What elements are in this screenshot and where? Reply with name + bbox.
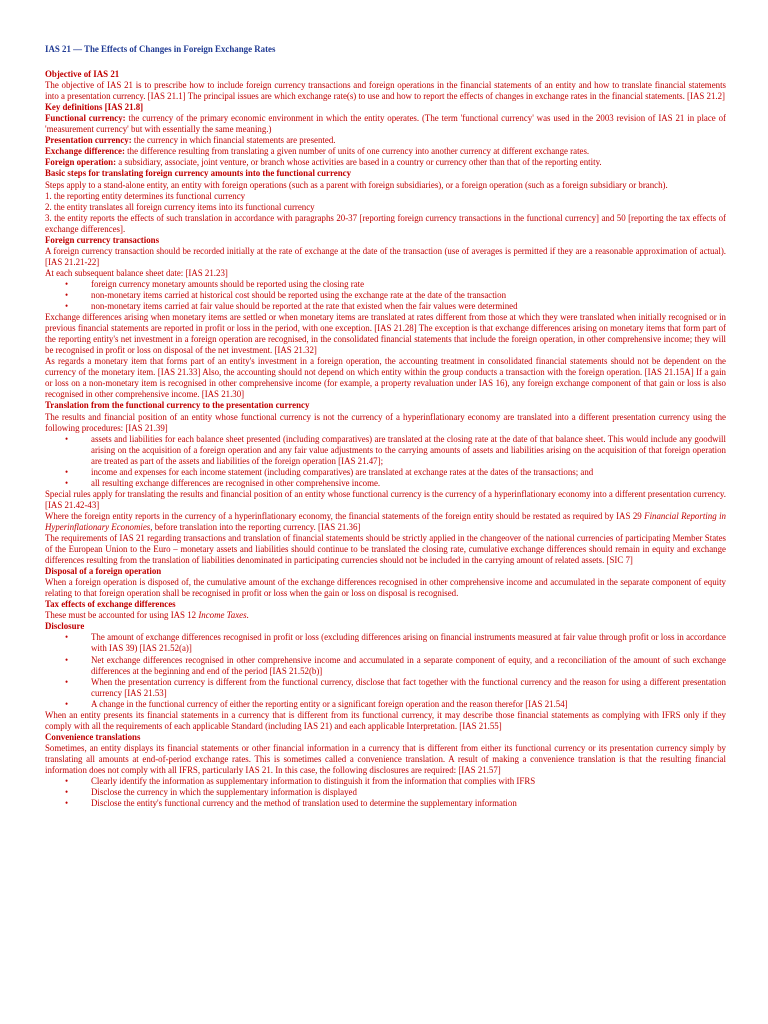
heading-objective: Objective of IAS 21 (45, 69, 120, 80)
list-item: • income and expenses for each income statement (including comparatives) are translated at exchange rates at the dates of the transactions; and (45, 467, 726, 478)
heading-convenience-translations: Convenience translations (45, 731, 141, 742)
definition-text: the currency in which financial statements are presented. (131, 135, 336, 146)
disclosure-bullet-list (45, 632, 726, 709)
list-item: • Net exchange differences recognised in other comprehensive income and accumulated in a separate component of equity, and a reconciliation of the amount of such exchange differences at the beginning and end of the period [IAS 21.52(b)] (45, 655, 726, 677)
text-run: Where the foreign entity reports in the currency of a hyperinflationary economy, the financial statements of the foreign entity should be restated as required by IAS 29 (45, 510, 645, 521)
transactions-bullet-list (45, 279, 726, 312)
list-item: • all resulting exchange differences are recognised in other comprehensive income. (45, 478, 726, 489)
transactions-paragraph: At each subsequent balance sheet date: [IAS 21.23] (45, 267, 228, 278)
convenience-paragraph: Sometimes, an entity displays its financial statements or other financial information in a currency that is different from either its functional currency or its presentation currency simply by translating all amounts at end-of-period exchange rates. This is sometimes called a convenience translation. A result of making a convenience translation is that the resulting financial information does not comply with all IFRS, particularly IAS 21. In this case, the following disclosures are required: [IAS 21.57] (45, 742, 726, 775)
list-item: • Disclose the currency in which the supplementary information is displayed (45, 787, 726, 798)
list-item: • foreign currency monetary amounts should be reported using the closing rate (45, 279, 726, 290)
text-run: , before translation into the reporting currency. [IAS 21.36] (150, 521, 361, 532)
basic-steps-intro: Steps apply to a stand-alone entity, an entity with foreign operations (such as a parent with foreign subsidiaries), or a foreign operation (such as a foreign subsidiary or branch). (45, 179, 668, 190)
standard-title: Income Taxes (198, 610, 247, 621)
heading-translation: Translation from the functional currency to the presentation currency (45, 400, 310, 411)
term-functional-currency: Functional currency: (45, 113, 126, 124)
disposal-paragraph: When a foreign operation is disposed of, the cumulative amount of the exchange differences recognised in other comprehensive income and accumulated in the separate component of equity relating to that foreign operation shall be recognised in profit or loss when the gain or loss on disposal is recognised. (45, 577, 726, 599)
translation-paragraph: The results and financial position of an entity whose functional currency is not the currency of a hyperinflationary economy are translated into a different presentation currency using the following procedures: [IAS 21.39] (45, 411, 726, 433)
term-presentation-currency: Presentation currency: (45, 135, 132, 146)
heading-tax-effects: Tax effects of exchange differences (45, 599, 176, 610)
list-item: • Clearly identify the information as supplementary information to distinguish it from the information that complies with IFRS (45, 776, 726, 787)
heading-foreign-currency-transactions: Foreign currency transactions (45, 234, 160, 245)
transactions-paragraph: A foreign currency transaction should be recorded initially at the rate of exchange at the date of the transaction (use of averages is permitted if they are a reasonable approximation of actual). [IAS 21.21-22] (45, 245, 726, 267)
list-item: • assets and liabilities for each balance sheet presented (including comparatives) are translated at the closing rate at the date of that balance sheet. This would include any goodwill arising on the acquisition of a foreign operation and any fair value adjustments to the carrying amounts of assets and liabilities arising on the acquisition of that foreign operation are treated as part of the assets and liabilities of the foreign operation [IAS 21.47]; (45, 434, 726, 467)
transactions-paragraph: Exchange differences arising when monetary items are settled or when monetary items are translated at rates different from those at which they were translated when initially recognised or in previous financial statements are reported in profit or loss in the period, with one exception. [IAS 21.28] The exception is that exchange differences arising on monetary items that form part of the reporting entity's net investment in a foreign operation are recognised, in the consolidated financial statements that include the foreign operation, in other comprehensive income; they will be recognised in profit or loss on disposal of the net investment. [IAS 21.32] (45, 312, 726, 356)
heading-disclosure: Disclosure (45, 621, 85, 632)
disclosure-paragraph: When an entity presents its financial statements in a currency that is different from its functional currency, it may describe those financial statements as complying with IFRS only if they comply with all the requirements of each applicable Standard (including IAS 21) and each applicable Interpretation. [IAS 21.55] (45, 709, 726, 731)
definition-functional-currency (45, 113, 726, 135)
term-exchange-difference: Exchange difference: (45, 146, 125, 157)
term-foreign-operation: Foreign operation: (45, 157, 117, 168)
heading-key-definitions: Key definitions [IAS 21.8] (45, 102, 144, 113)
translation-bullet-list (45, 434, 726, 489)
translation-paragraph: Special rules apply for translating the results and financial position of an entity whose functional currency is the currency of a hyperinflationary economy into a different presentation currency. [IAS 21.42-43] (45, 488, 726, 510)
definition-presentation-currency (45, 135, 726, 146)
definition-text: the currency of the primary economic environment in which the entity operates. (The term 'functional currency' was used in the 2003 revision of IAS 21 in place of 'measurement currency' but with essentially the same meaning.) (45, 113, 726, 135)
definition-text: a subsidiary, associate, joint venture, or branch whose activities are based in a country or currency other than that of the reporting entity. (116, 157, 602, 168)
definition-exchange-difference (45, 146, 726, 157)
heading-basic-steps: Basic steps for translating foreign currency amounts into the functional currency (45, 168, 352, 179)
document-title: IAS 21 — The Effects of Changes in Foreign Exchange Rates (45, 44, 276, 54)
objective-text: The objective of IAS 21 is to prescribe how to include foreign currency transactions and foreign operations in the financial statements of an entity and how to translate financial statements into a presentation currency. [IAS 21.1] The principal issues are which exchange rate(s) to use and how to report the effects of changes in exchange rates in the financial statements. [IAS 21.2] (45, 80, 726, 102)
text-run: . (246, 610, 249, 621)
basic-step-2: 2. the entity translates all foreign currency items into its functional currency (45, 201, 315, 212)
basic-step-3: 3. the entity reports the effects of such translation in accordance with paragraphs 20-37 [reporting foreign currency transactions in the functional currency] and 50 [reporting the tax effects of exchange differences]. (45, 212, 726, 234)
convenience-bullet-list (45, 776, 726, 809)
list-item: • A change in the functional currency of either the reporting entity or a significant foreign operation and the reason therefor [IAS 21.54] (45, 699, 726, 710)
definition-foreign-operation (45, 157, 726, 168)
list-item: • non-monetary items carried at historical cost should be reported using the exchange rate at the date of the transaction (45, 290, 726, 301)
document-body (45, 44, 726, 809)
list-item: • Disclose the entity's functional currency and the method of translation used to determine the supplementary information (45, 798, 726, 809)
standard-title: Financial Reporting in Hyperinflationary Economies (45, 510, 726, 532)
list-item: • non-monetary items carried at fair value should be reported at the rate that existed when the fair values were determined (45, 301, 726, 312)
transactions-paragraph: As regards a monetary item that forms part of an entity's investment in a foreign operation, the accounting treatment in consolidated financial statements should not be dependent on the currency of the monetary item. [IAS 21.33] Also, the accounting should not depend on which entity within the group conducts a transaction with the foreign operation. [IAS 21.15A] If a gain or loss on a non-monetary item is recognised in other comprehensive income (for example, a property revaluation under IAS 16), any foreign exchange component of that gain or loss is also recognised in other comprehensive income. [IAS 21.30] (45, 356, 726, 400)
list-item: • The amount of exchange differences recognised in profit or loss (excluding differences arising on financial instruments measured at fair value through profit or loss in accordance with IAS 39) [IAS 21.52(a)] (45, 632, 726, 654)
translation-paragraph: The requirements of IAS 21 regarding transactions and translation of financial statements should be strictly applied in the changeover of the national currencies of participating Member States of the European Union to the Euro – monetary assets and liabilities should continue to be translated the closing rate, cumulative exchange differences should remain in equity and exchange differences resulting from the translation of liabilities denominated in participating currencies should not be included in the carrying amount of related assets. [SIC 7] (45, 533, 726, 566)
translation-paragraph (45, 511, 726, 533)
definition-text: the difference resulting from translating a given number of units of one currency into another currency at different exchange rates. (124, 146, 590, 157)
tax-paragraph (45, 610, 726, 621)
basic-step-1: 1. the reporting entity determines its functional currency (45, 190, 246, 201)
list-item: • When the presentation currency is different from the functional currency, disclose that fact together with the functional currency and the reason for using a different presentation currency [IAS 21.53] (45, 677, 726, 699)
text-run: These must be accounted for using IAS 12 (45, 610, 199, 621)
heading-disposal: Disposal of a foreign operation (45, 566, 162, 577)
